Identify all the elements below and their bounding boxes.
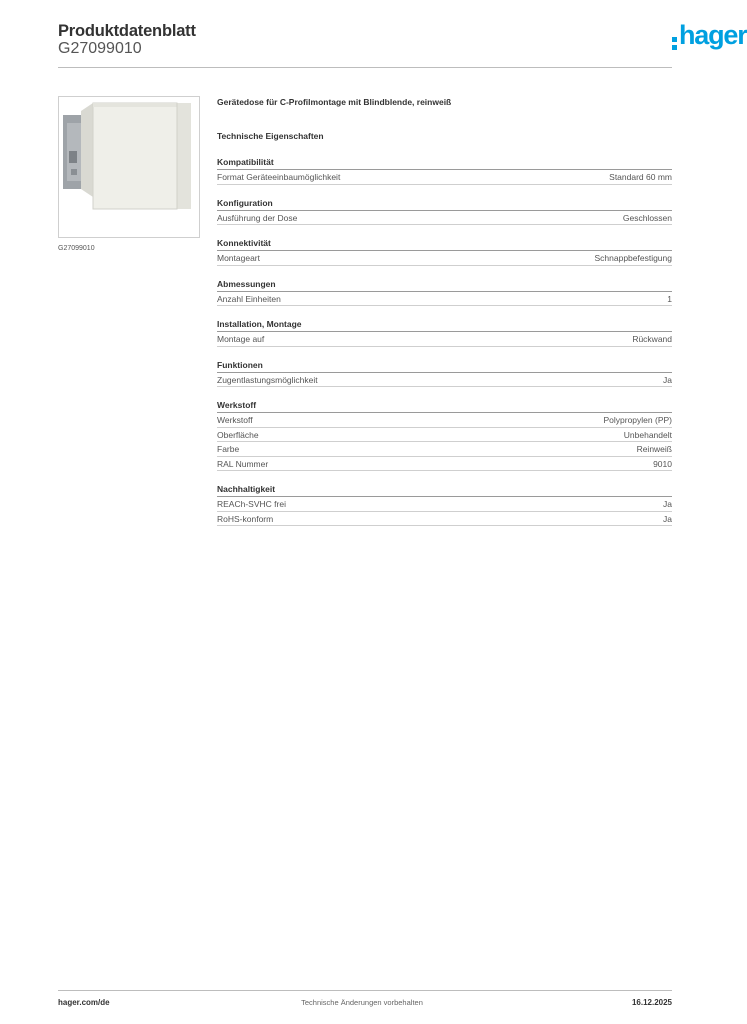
header-divider (58, 67, 672, 68)
group-title: Werkstoff (217, 400, 672, 413)
property-label: Farbe (217, 444, 240, 454)
product-image (58, 96, 200, 238)
property-group (217, 319, 672, 347)
property-value: 9010 (653, 458, 672, 469)
property-row (217, 373, 672, 388)
property-group (217, 157, 672, 185)
group-title: Nachhaltigkeit (217, 484, 672, 497)
property-label: Oberfläche (217, 429, 259, 440)
property-label: RAL Nummer (217, 458, 269, 469)
property-label: Montageart (217, 253, 260, 263)
property-row (217, 211, 672, 226)
group-title: Konfiguration (217, 198, 672, 211)
property-value: Standard 60 mm (609, 172, 672, 182)
group-title: Konnektivität (217, 238, 672, 251)
property-value: Ja (663, 499, 672, 509)
property-value: Unbehandelt (623, 429, 672, 440)
property-value: Polypropylen (PP) (603, 415, 672, 425)
property-row (217, 428, 672, 443)
property-label: RoHS-konform (217, 513, 274, 524)
property-row (217, 292, 672, 307)
property-label: Werkstoff (217, 415, 253, 425)
specification-section (217, 96, 672, 526)
property-label: Montage auf (217, 334, 265, 344)
property-row (217, 251, 672, 266)
group-title: Installation, Montage (217, 319, 672, 332)
property-group (217, 238, 672, 266)
logo-dots-icon (672, 37, 678, 53)
property-row (217, 497, 672, 512)
property-value: Rückwand (632, 334, 672, 344)
property-group (217, 279, 672, 307)
property-label: Format Geräteeinbaumöglichkeit (217, 172, 341, 182)
property-value: 1 (667, 293, 672, 304)
group-title: Kompatibilität (217, 157, 672, 170)
property-row (217, 512, 672, 527)
property-group (217, 484, 672, 526)
property-row (217, 332, 672, 347)
property-row (217, 457, 672, 472)
logo-text: hager (679, 20, 747, 50)
footer-website: hager.com/de (58, 998, 110, 1007)
property-label: Anzahl Einheiten (217, 293, 281, 304)
property-label: Ausführung der Dose (217, 212, 298, 223)
footer-disclaimer: Technische Änderungen vorbehalten (301, 998, 423, 1007)
property-value: Ja (663, 513, 672, 524)
property-label: Zugentlastungsmöglichkeit (217, 374, 318, 385)
property-value: Ja (663, 374, 672, 385)
image-caption: G27099010 (58, 245, 95, 252)
group-title: Funktionen (217, 360, 672, 373)
page-header (58, 20, 747, 70)
property-value: Geschlossen (622, 212, 672, 223)
footer-divider (58, 990, 672, 991)
footer-date: 16.12.2025 (631, 998, 672, 1007)
property-group (217, 360, 672, 388)
property-row (217, 170, 672, 185)
property-row (217, 413, 672, 428)
enclosure-illustration-icon (59, 97, 199, 237)
technical-properties-heading: Technische Eigenschaften (217, 131, 324, 141)
property-label: REACh-SVHC frei (217, 499, 286, 509)
product-title: Gerätedose für C-Profilmontage mit Blindblende, reinweiß (217, 97, 452, 107)
property-value: Reinweiß (636, 444, 672, 454)
property-row (217, 442, 672, 457)
property-group (217, 400, 672, 471)
document-title: Produktdatenblatt (58, 22, 196, 40)
property-group (217, 198, 672, 226)
product-number: G27099010 (58, 40, 142, 57)
property-groups (217, 157, 672, 526)
group-title: Abmessungen (217, 279, 672, 292)
property-value: Schnappbefestigung (594, 253, 672, 263)
